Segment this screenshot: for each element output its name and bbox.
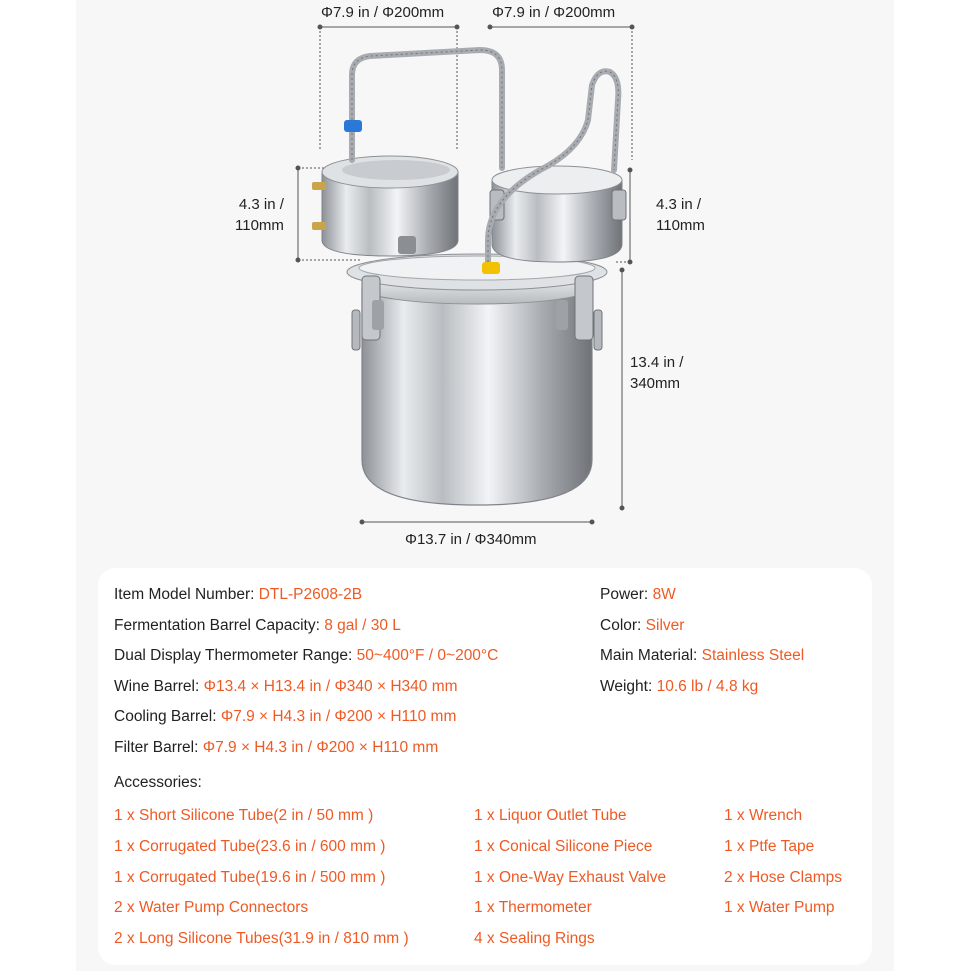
spec-label: Wine Barrel: [114, 678, 204, 695]
spec-color [600, 616, 684, 636]
accessory-item: 2 x Hose Clamps [724, 869, 843, 886]
spec-label: Power: [600, 586, 653, 603]
accessory-item: 1 x Corrugated Tube(23.6 in / 600 mm ) [114, 838, 386, 855]
cooling-height-label [235, 194, 284, 236]
spec-label: Weight: [600, 678, 657, 695]
spec-label: Main Material: [600, 647, 702, 664]
spec-value: Φ13.4 × H13.4 in / Φ340 × H340 mm [203, 678, 458, 695]
spec-label: Item Model Number: [114, 586, 259, 603]
spec-label: Cooling Barrel: [114, 708, 221, 725]
spec-value: Stainless Steel [701, 647, 805, 664]
accessory-item: 1 x Conical Silicone Piece [474, 838, 653, 855]
spec-value: Silver [645, 617, 685, 634]
blue-valve-icon [344, 120, 362, 132]
spec-value: Φ7.9 × H4.3 in / Φ200 × H110 mm [220, 708, 457, 725]
accessory-item: 1 x Water Pump [724, 899, 835, 916]
spec-capacity [114, 616, 401, 636]
spec-value: 8 gal / 30 L [324, 617, 401, 634]
filter-diameter-label: Φ7.9 in / Φ200mm [492, 4, 616, 21]
accessory-item: 1 x Short Silicone Tube(2 in / 50 mm ) [114, 807, 374, 824]
spec-value: Φ7.9 × H4.3 in / Φ200 × H110 mm [202, 739, 439, 756]
barrel-diameter-label: Φ13.7 in / Φ340mm [405, 531, 537, 548]
cooling-diameter-label: Φ7.9 in / Φ200mm [321, 4, 445, 21]
accessory-item: 1 x Liquor Outlet Tube [474, 807, 627, 824]
spec-value: 8W [652, 586, 676, 603]
barrel-height-line2: 340mm [630, 375, 681, 392]
accessory-item: 1 x Ptfe Tape [724, 838, 815, 855]
barrel-height-line1: 13.4 in / [630, 354, 684, 371]
yellow-valve-icon [482, 262, 500, 274]
filter-barrel [490, 166, 626, 262]
cooling-height-line2: 110mm [235, 217, 284, 234]
filter-height-line2: 110mm [656, 217, 705, 234]
spec-thermometer-range [114, 646, 498, 666]
spec-power [600, 585, 676, 605]
spec-label: Filter Barrel: [114, 739, 203, 756]
accessory-item: 1 x Corrugated Tube(19.6 in / 500 mm ) [114, 869, 386, 886]
spec-model [114, 585, 362, 605]
barrel-height-label [630, 352, 683, 394]
accessory-item: 4 x Sealing Rings [474, 930, 595, 947]
spec-value: 10.6 lb / 4.8 kg [656, 678, 759, 695]
spec-material [600, 646, 804, 666]
accessory-item: 2 x Long Silicone Tubes(31.9 in / 810 mm ) [114, 930, 409, 947]
spec-value: 50~400°F / 0~200°C [356, 647, 499, 664]
cooling-barrel [312, 156, 458, 256]
spec-value: DTL-P2608-2B [258, 586, 363, 603]
spec-label: Dual Display Thermometer Range: [114, 647, 357, 664]
spec-label: Color: [600, 617, 646, 634]
filter-height-label [656, 194, 705, 236]
accessory-item: 1 x Wrench [724, 807, 803, 824]
spec-label: Fermentation Barrel Capacity: [114, 617, 325, 634]
spec-filter-barrel [114, 738, 438, 758]
spec-wine-barrel [114, 677, 458, 697]
accessories-heading: Accessories: [114, 774, 202, 791]
filter-height-line1: 4.3 in / [656, 196, 702, 213]
cooling-height-line1: 4.3 in / [238, 196, 284, 213]
accessory-item: 1 x Thermometer [474, 899, 592, 916]
accessory-item: 1 x One-Way Exhaust Valve [474, 869, 667, 886]
spec-weight [600, 677, 758, 697]
wine-barrel [347, 254, 607, 505]
accessory-item: 2 x Water Pump Connectors [114, 899, 309, 916]
spec-cooling-barrel [114, 707, 456, 727]
